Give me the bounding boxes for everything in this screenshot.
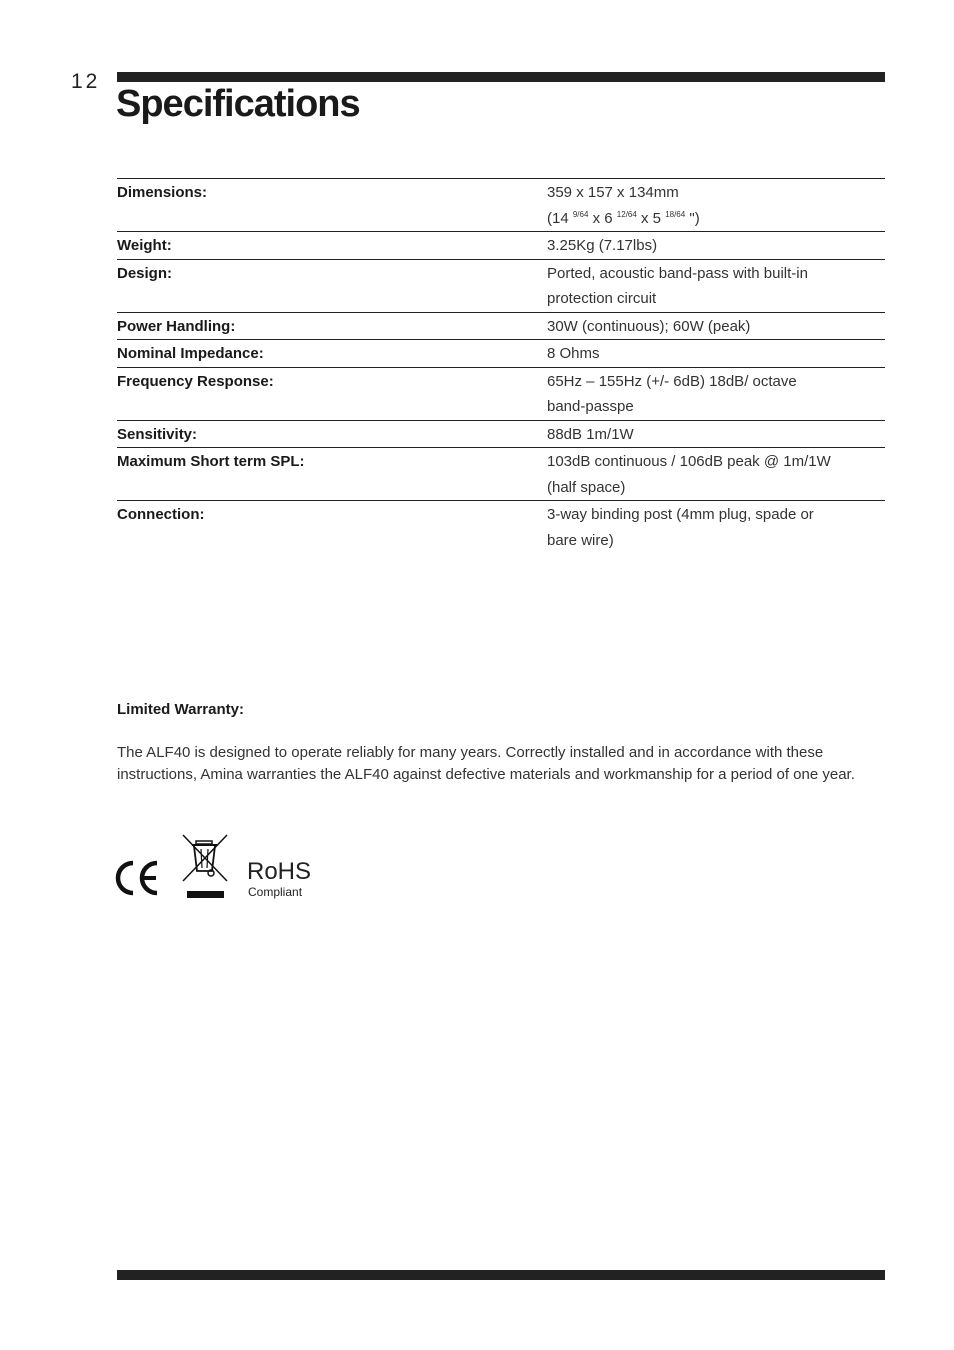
- crossed-out-wheelie-bin-icon: [181, 833, 229, 899]
- spec-value: [547, 312, 885, 340]
- spec-label: Design:: [117, 259, 547, 312]
- spec-value: [547, 501, 885, 554]
- bottom-rule: [117, 1270, 885, 1280]
- spec-value: [547, 179, 885, 232]
- rohs-icon: [247, 858, 317, 902]
- spec-value-line: 103dB continuous / 106dB peak @ 1m/1W: [547, 453, 831, 470]
- spec-value-line: 3.25Kg (7.17lbs): [547, 237, 658, 254]
- spec-label: Frequency Response:: [117, 367, 547, 420]
- page-number: 12: [71, 70, 101, 93]
- spec-value-line: 88dB 1m/1W: [547, 425, 634, 443]
- imperial-sep: x 6: [588, 209, 617, 227]
- spec-value-line: 3-way binding post (4mm plug, spade or: [547, 506, 814, 523]
- page-title: Specifications: [116, 83, 360, 125]
- spec-row-weight: [117, 232, 885, 260]
- spec-value: [547, 232, 885, 260]
- rohs-compliant-label: Compliant: [248, 885, 303, 899]
- spec-row-power-handling: [117, 312, 885, 340]
- ce-mark-icon: [115, 859, 161, 897]
- spec-value-line: protection circuit: [547, 290, 657, 307]
- top-rule: [117, 72, 885, 82]
- spec-value: [547, 259, 885, 312]
- specifications-table: [117, 178, 885, 553]
- imperial-close: "): [685, 209, 700, 227]
- spec-value-line: 359 x 157 x 134mm: [547, 184, 679, 201]
- spec-label: Nominal Impedance:: [117, 340, 547, 368]
- spec-value-line: (half space): [547, 478, 626, 496]
- imperial-open: (14: [547, 209, 573, 227]
- imperial-sep: x 5: [636, 209, 666, 227]
- spec-value: [547, 340, 885, 368]
- spec-row-max-spl: [117, 448, 885, 501]
- fraction: 12/64: [616, 209, 637, 219]
- spec-value-line: bare wire): [547, 531, 614, 549]
- spec-row-nominal-impedance: [117, 340, 885, 368]
- warranty-text: The ALF40 is designed to operate reliably for many years. Correctly installed and in accordance with these instructions, Amina warranties the ALF40 against defective materials and workmanship for a period of one year.: [117, 744, 855, 783]
- spec-label: Weight:: [117, 232, 547, 260]
- fraction: 18/64: [665, 209, 686, 219]
- rohs-label: RoHS: [247, 858, 312, 885]
- spec-value-line: 65Hz – 155Hz (+/- 6dB) 18dB/ octave: [547, 372, 797, 390]
- spec-row-sensitivity: [117, 420, 885, 448]
- spec-value-line: Ported, acoustic band-pass with built-in: [547, 264, 808, 282]
- spec-row-design: [117, 259, 885, 312]
- spec-value: [547, 448, 885, 501]
- spec-label: Dimensions:: [117, 179, 547, 232]
- warranty-heading: Limited Warranty:: [117, 701, 244, 718]
- spec-label: Maximum Short term SPL:: [117, 448, 547, 501]
- spec-value-line: band-passpe: [547, 398, 634, 415]
- spec-label: Sensitivity:: [117, 420, 547, 448]
- spec-value-line: 30W (continuous); 60W (peak): [547, 317, 751, 335]
- spec-row-connection: [117, 501, 885, 554]
- fraction: 9/64: [572, 209, 589, 219]
- spec-value: [547, 367, 885, 420]
- spec-value-line: 8 Ohms: [547, 345, 600, 362]
- spec-row-dimensions: [117, 179, 885, 232]
- spec-value: [547, 420, 885, 448]
- spec-row-frequency-response: [117, 367, 885, 420]
- spec-label: Power Handling:: [117, 312, 547, 340]
- dimensions-imperial: [547, 206, 885, 232]
- spec-label: Connection:: [117, 501, 547, 554]
